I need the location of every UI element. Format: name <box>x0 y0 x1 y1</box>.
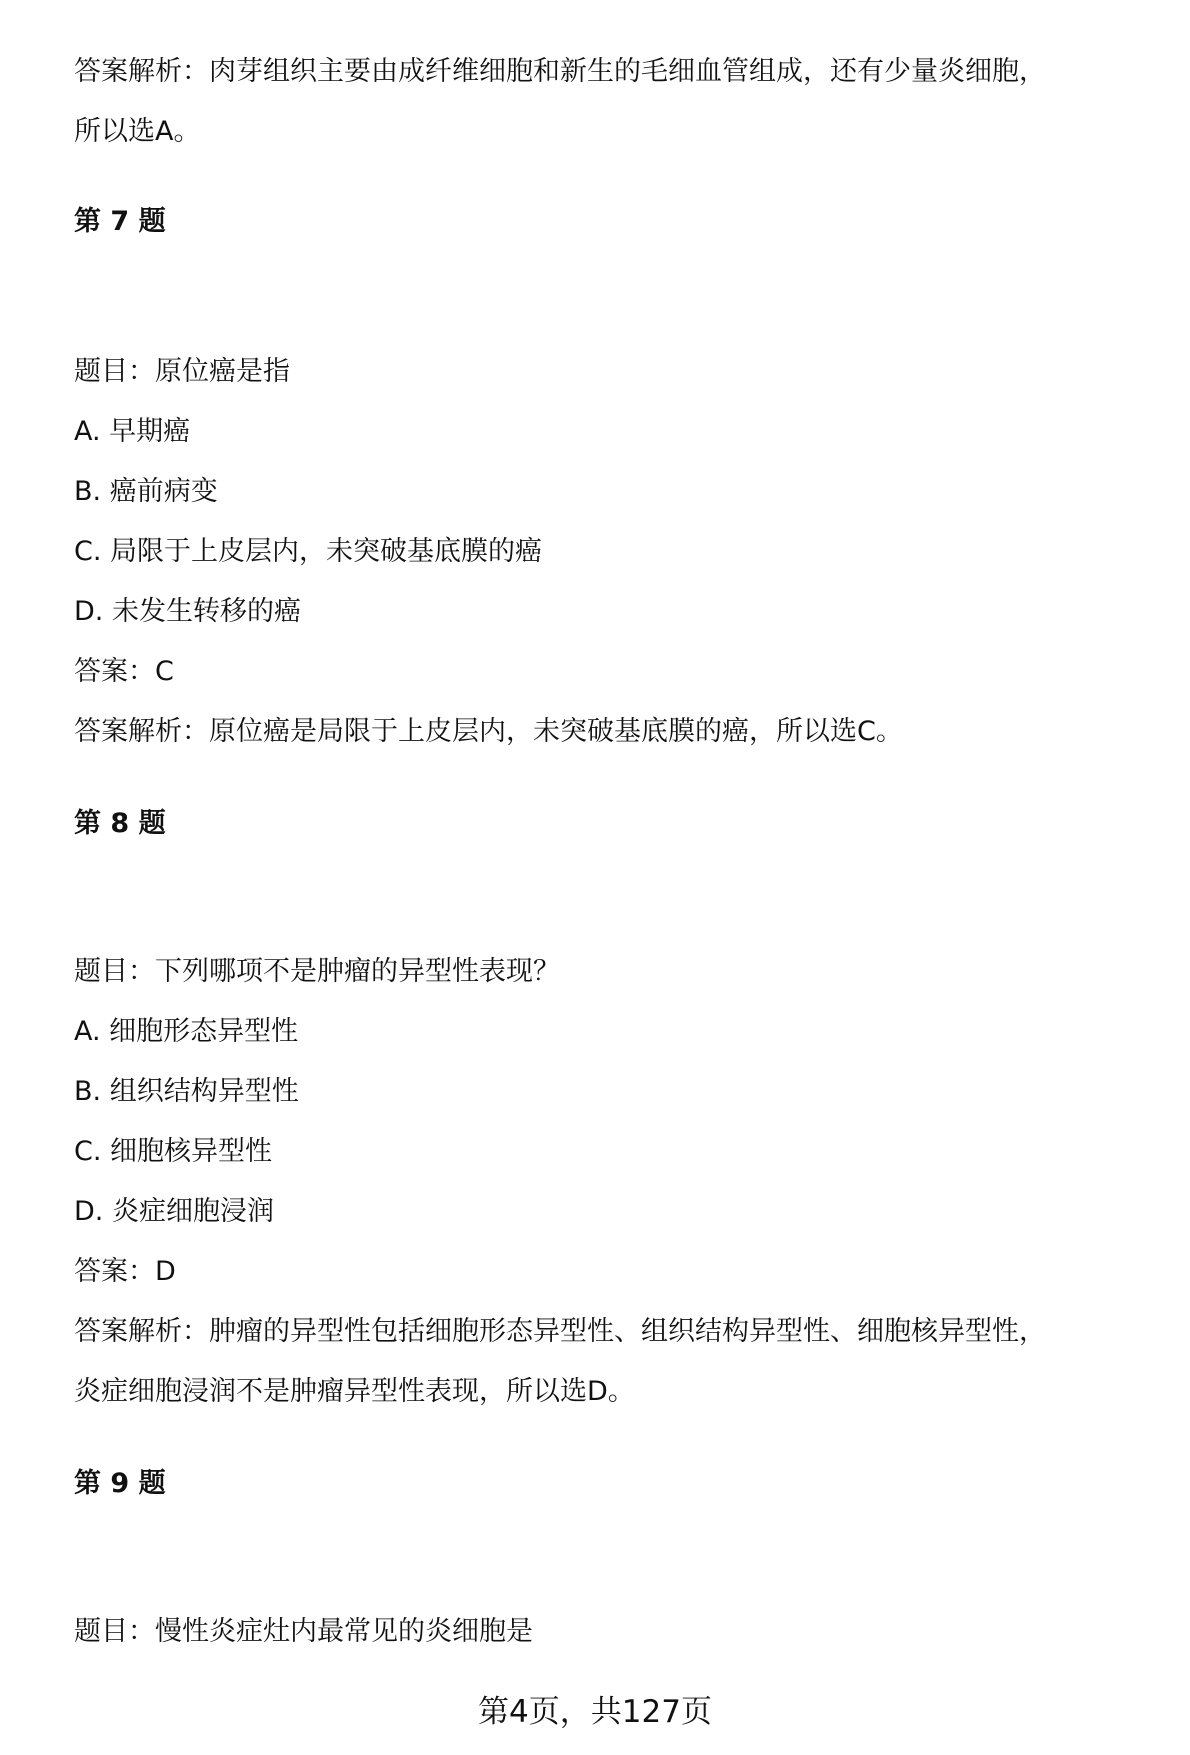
q8-heading: 第 8 题 <box>74 808 166 839</box>
q7-heading: 第 7 题 <box>74 206 166 237</box>
q7-option-d: D. 未发生转移的癌 <box>74 596 301 627</box>
q8-option-d: D. 炎症细胞浸润 <box>74 1196 274 1227</box>
q8-option-c: C. 细胞核异型性 <box>74 1136 273 1167</box>
q7-analysis: 答案解析：原位癌是局限于上皮层内，未突破基底膜的癌，所以选C。 <box>74 716 903 747</box>
q9-heading: 第 9 题 <box>74 1468 166 1499</box>
q8-analysis-line1: 答案解析：肿瘤的异型性包括细胞形态异型性、组织结构异型性、细胞核异型性， <box>74 1316 1046 1347</box>
q8-question: 题目：下列哪项不是肿瘤的异型性表现？ <box>74 956 560 987</box>
q7-question: 题目：原位癌是指 <box>74 356 290 387</box>
q7-answer: 答案：C <box>74 656 174 687</box>
q7-option-c: C. 局限于上皮层内，未突破基底膜的癌 <box>74 536 543 567</box>
q6-analysis-line1: 答案解析：肉芽组织主要由成纤维细胞和新生的毛细血管组成，还有少量炎细胞， <box>74 56 1046 87</box>
q8-answer: 答案：D <box>74 1256 176 1287</box>
q7-option-a: A. 早期癌 <box>74 416 191 447</box>
q8-analysis-line2: 炎症细胞浸润不是肿瘤异型性表现，所以选D。 <box>74 1376 635 1407</box>
q8-option-a: A. 细胞形态异型性 <box>74 1016 299 1047</box>
page-footer: 第4页，共127页 <box>478 1694 712 1730</box>
q7-option-b: B. 癌前病变 <box>74 476 218 507</box>
q8-option-b: B. 组织结构异型性 <box>74 1076 299 1107</box>
q6-analysis-line2: 所以选A。 <box>74 116 201 147</box>
q9-question: 题目：慢性炎症灶内最常见的炎细胞是 <box>74 1616 533 1647</box>
